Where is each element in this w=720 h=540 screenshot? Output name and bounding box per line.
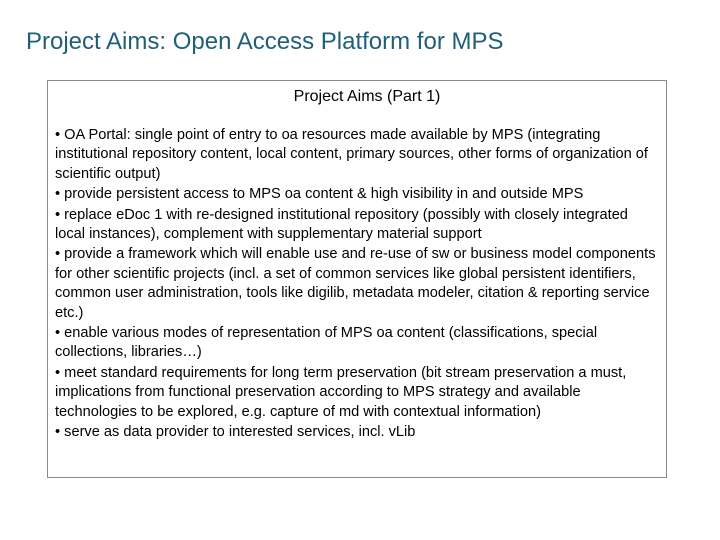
bullet-item: • provide persistent access to MPS oa content & high visibility in and outside MPS bbox=[55, 186, 584, 203]
slide-title: Project Aims: Open Access Platform for MPS bbox=[26, 28, 504, 55]
box-heading: Project Aims (Part 1) bbox=[293, 88, 441, 105]
bullet-item: • meet standard requirements for long term preservation (bit stream preservation a must, implications from functional preservation according to MPS strategy and available technologies to be explored, e.g. capture of md with contextual information) bbox=[55, 364, 627, 420]
content-box bbox=[47, 80, 667, 478]
bullet-item: • OA Portal: single point of entry to oa resources made available by MPS (integrating institutional repository content, local content, primary sources, other forms of organization of scientific output) bbox=[55, 127, 648, 182]
bullet-item: • serve as data provider to interested services, incl. vLib bbox=[55, 424, 416, 441]
bullet-list bbox=[55, 126, 661, 444]
bullet-item: • replace eDoc 1 with re-designed institutional repository (possibly with closely integrated local instances), complement with supplementary material support bbox=[55, 206, 628, 243]
bullet-item: • enable various modes of representation of MPS oa content (classifications, special collections, libraries…) bbox=[55, 325, 598, 361]
bullet-item: • provide a framework which will enable use and re-use of sw or business model components for other scientific projects (incl. a set of common services like global persistent identifiers, common user administration, tools like digilib, metadata modeler, citation & reporting service etc.) bbox=[55, 246, 656, 321]
